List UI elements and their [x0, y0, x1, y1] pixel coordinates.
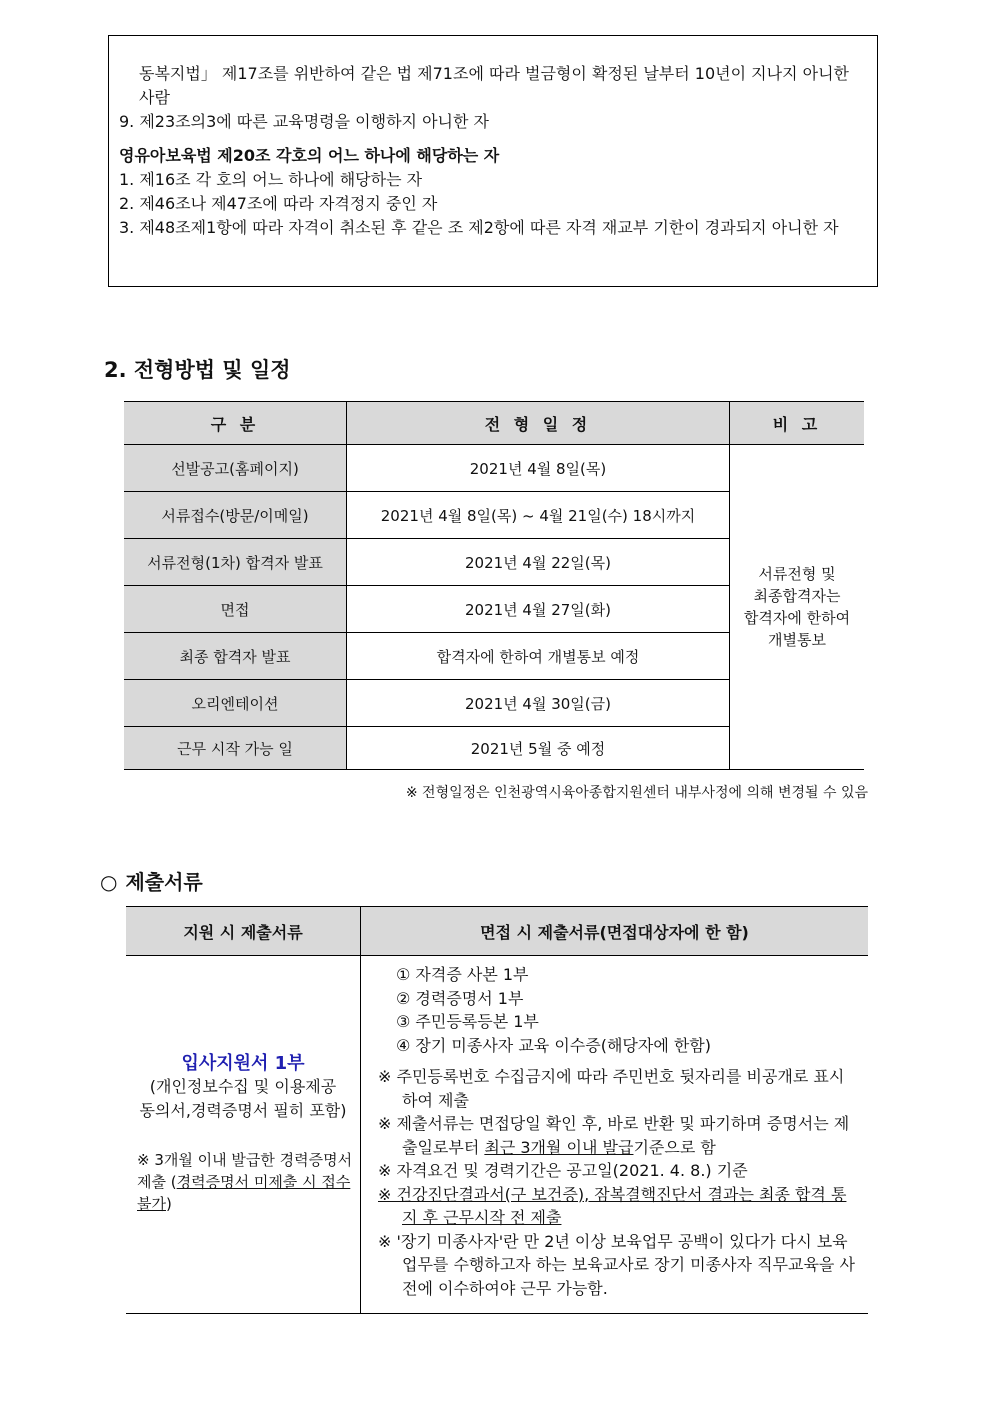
note-underlined: 최근 3개월 이내 발급 — [484, 1137, 634, 1157]
col-header: 비 고 — [730, 402, 865, 445]
note-text: ※ 3개월 이내 발급한 경력증명서 제출 ( — [137, 1151, 353, 1191]
career-certificate-note — [133, 1149, 353, 1215]
col-header: 지원 시 제출서류 — [126, 907, 361, 956]
schedule-note: ※ 전형일정은 인천광역시육아종합지원센터 내부사정에 의해 변경될 수 있음 — [405, 785, 868, 801]
application-note: 동의서,경력증명서 필히 포함) — [139, 1101, 347, 1120]
row-category: 서류접수(방문/이메일) — [124, 492, 347, 539]
row-category: 서류전형(1차) 합격자 발표 — [124, 539, 347, 586]
doc-item: ④ 장기 미종사자 교육 이수증(해당자에 한함) — [396, 1035, 712, 1055]
application-form-label: 입사지원서 1부 — [181, 1053, 305, 1074]
clause-heading: 영유아보육법 제20조 각호의 어느 하나에 해당하는 자 — [119, 146, 500, 165]
clause-item: 2. 제46조나 제47조에 따라 자격정지 중인 자 — [119, 194, 438, 213]
note-underlined: 경력증명서 미제출 시 접수 불가 — [137, 1173, 351, 1213]
interview-docs-cell — [361, 956, 869, 1314]
doc-note: ※ 자격요건 및 경력기간은 공고일(2021. 4. 8.) 기준 — [378, 1161, 748, 1180]
row-date: 2021년 4월 8일(목) — [347, 445, 730, 492]
application-docs-cell — [126, 956, 361, 1314]
doc-item: ③ 주민등록등본 1부 — [396, 1012, 539, 1031]
clause-continuation: 동복지법」 제17조를 위반하여 같은 법 제71조에 따라 벌금형이 확정된 날부터 10년이 지나지 아니한 사람 — [139, 64, 849, 107]
row-category: 최종 합격자 발표 — [124, 633, 347, 680]
doc-note — [378, 1112, 857, 1159]
remark-line: 개별통보 — [768, 631, 826, 649]
docs-title-text: 제출서류 — [125, 870, 203, 894]
doc-item: ② 경력증명서 1부 — [396, 988, 524, 1008]
note-text: ) — [165, 1195, 172, 1213]
note-text: ※ 제출서류는 면접당일 확인 후, 바로 반환 및 파기하며 증명서는 제출일로부터 — [378, 1114, 850, 1157]
doc-item: ① 자격증 사본 1부 — [396, 965, 529, 984]
row-date: 2021년 5월 중 예정 — [347, 727, 730, 770]
section-title: 2. 전형방법 및 일정 — [104, 358, 291, 382]
row-date: 2021년 4월 30일(금) — [347, 680, 730, 727]
row-category: 근무 시작 가능 일 — [124, 727, 347, 770]
circle-bullet-icon: ○ — [100, 870, 118, 894]
doc-note: ※ 주민등록번호 수집금지에 따라 주민번호 뒷자리를 비공개로 표시하여 제출 — [378, 1067, 845, 1110]
table-row — [124, 445, 864, 492]
row-category: 오리엔테이션 — [124, 680, 347, 727]
disqualification-box — [108, 35, 878, 287]
clause-9: 9. 제23조의3에 따른 교육명령을 이행하지 아니한 자 — [119, 112, 489, 131]
row-category: 면접 — [124, 586, 347, 633]
clause-item: 1. 제16조 각 호의 어느 하나에 해당하는 자 — [119, 170, 423, 189]
remark-line: 서류전형 및 — [758, 565, 836, 583]
row-date: 2021년 4월 22일(목) — [347, 539, 730, 586]
remark-line: 최종합격자는 — [753, 587, 841, 605]
remark-cell — [730, 445, 865, 770]
remark-line: 합격자에 한하여 — [743, 609, 851, 627]
schedule-table — [124, 401, 864, 770]
note-text: 기준으로 함 — [633, 1137, 716, 1157]
col-header: 면접 시 제출서류(면접대상자에 한 함) — [361, 907, 869, 956]
col-header: 전 형 일 정 — [347, 402, 730, 445]
clause-item: 3. 제48조제1항에 따라 자격이 취소된 후 같은 조 제2항에 따른 자격 재교부 기한이 경과되지 아니한 자 — [119, 218, 839, 237]
row-date: 합격자에 한하여 개별통보 예정 — [347, 633, 730, 680]
row-category: 선발공고(홈페이지) — [124, 445, 347, 492]
doc-note: ※ '장기 미종사자'란 만 2년 이상 보육업무 공백이 있다가 다시 보육업무를 수행하고자 하는 보육교사로 장기 미종사자 직무교육을 사전에 이수하여야 근무 가능함. — [378, 1231, 855, 1298]
application-note: (개인정보수집 및 이용제공 — [149, 1077, 337, 1096]
row-date: 2021년 4월 8일(목) ~ 4월 21일(수) 18시까지 — [347, 492, 730, 539]
col-header: 구 분 — [124, 402, 347, 445]
doc-note-underlined: ※ 건강진단결과서(구 보건증), 잠복결핵진단서 결과는 최종 합격 통지 후 근무시작 전 제출 — [378, 1184, 847, 1227]
documents-table — [126, 906, 868, 1314]
docs-title — [100, 866, 203, 895]
row-date: 2021년 4월 27일(화) — [347, 586, 730, 633]
